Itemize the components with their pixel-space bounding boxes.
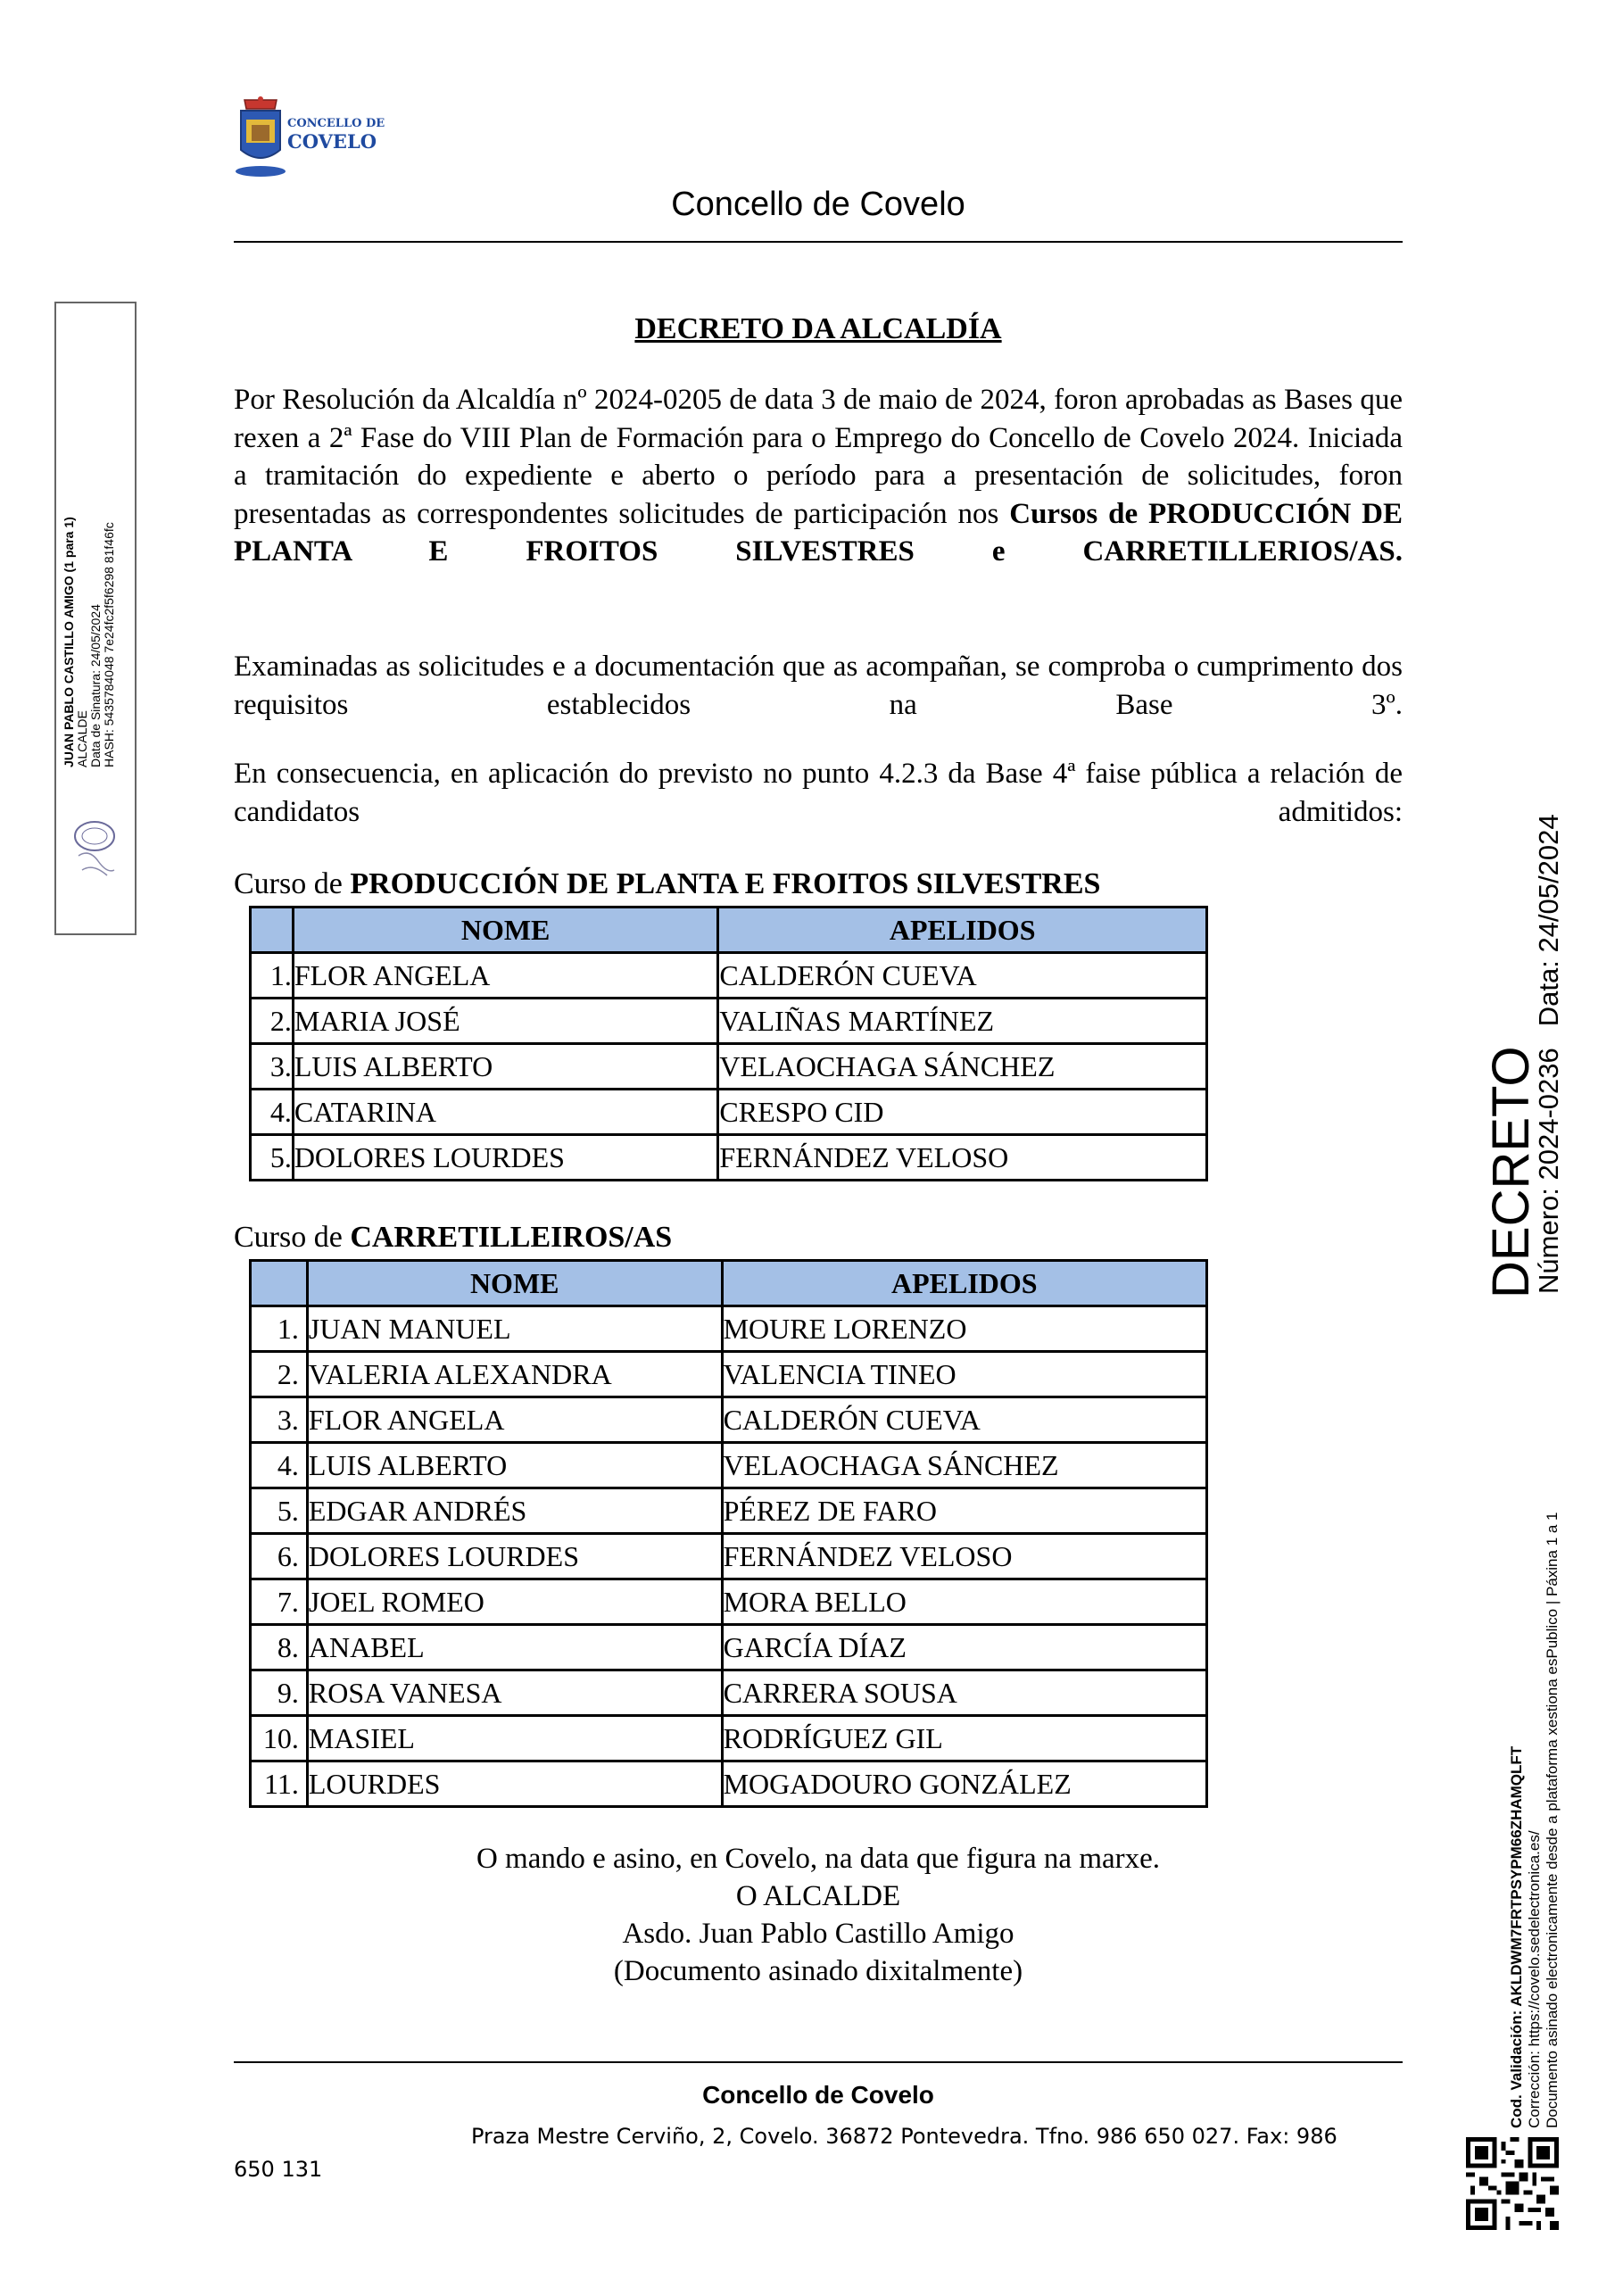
row-apelidos: MOGADOURO GONZÁLEZ (722, 1761, 1206, 1807)
course1-title (234, 867, 1100, 901)
header-apelidos: APELIDOS (718, 908, 1207, 953)
footer-title: Concello de Covelo (702, 2081, 934, 2109)
course1-table (249, 906, 1208, 1181)
row-apelidos: MOURE LORENZO (722, 1306, 1206, 1352)
row-apelidos: FERNÁNDEZ VELOSO (722, 1534, 1206, 1579)
table-header-row (251, 908, 1207, 953)
row-number: 8. (251, 1625, 308, 1670)
row-nome: ANABEL (307, 1625, 722, 1670)
document-title: DECRETO DA ALCALDÍA (634, 312, 1002, 345)
header-number (251, 908, 294, 953)
row-number: 5. (251, 1488, 308, 1534)
header-nome: NOME (307, 1261, 722, 1306)
paragraph-resolution-courses: Cursos de PRODUCCIÓN DE PLANTA E FROITOS SILVESTRES e CARRETILLERIOS/AS. (234, 497, 1404, 568)
row-nome: EDGAR ANDRÉS (307, 1488, 722, 1534)
row-number: 1. (251, 1306, 308, 1352)
table-row (251, 1397, 1207, 1443)
table-row (251, 1135, 1207, 1181)
course1-title-prefix: Curso de (234, 867, 351, 900)
row-apelidos: VALIÑAS MARTÍNEZ (718, 999, 1207, 1044)
coat-of-arms-icon (236, 96, 286, 177)
signature-line-3: Asdo. Juan Pablo Castillo Amigo (622, 1918, 1014, 1950)
row-apelidos: CARRERA SOUSA (722, 1670, 1206, 1716)
signature-line-2: O ALCALDE (735, 1880, 901, 1912)
decreto-meta (1533, 814, 1565, 1294)
header-apelidos: APELIDOS (722, 1261, 1206, 1306)
row-apelidos: VELAOCHAGA SÁNCHEZ (722, 1443, 1206, 1488)
row-nome: LOURDES (307, 1761, 722, 1807)
validation-code: Cod. Validación: AKLDWM7FRTPSYPM66ZHAMQLFT (1508, 1745, 1525, 2128)
validation-block (1508, 1512, 1561, 2128)
header-nome: NOME (293, 908, 718, 953)
row-apelidos: CRESPO CID (718, 1090, 1207, 1135)
row-nome: DOLORES LOURDES (293, 1135, 718, 1181)
validation-platform: Documento asinado electronicamente desde a plataforma xestiona esPublico | Páxina 1 a 1 (1544, 1512, 1561, 2128)
table-row (251, 1044, 1207, 1090)
row-apelidos: FERNÁNDEZ VELOSO (718, 1135, 1207, 1181)
table-row (251, 1306, 1207, 1352)
logo-line-2: COVELO (287, 130, 377, 153)
row-number: 4. (251, 1443, 308, 1488)
course2-table (249, 1259, 1208, 1808)
row-nome: LUIS ALBERTO (293, 1044, 718, 1090)
footer-address: Praza Mestre Cerviño, 2, Covelo. 36872 Pontevedra. Tfno. 986 650 027. Fax: 986 (471, 2124, 1337, 2149)
table-row (251, 999, 1207, 1044)
row-nome: JUAN MANUEL (307, 1306, 722, 1352)
row-number: 7. (251, 1579, 308, 1625)
decreto-date: Data: 24/05/2024 (1533, 814, 1564, 1027)
stamp-role: ALCALDE (75, 710, 89, 767)
paragraph-consequence: En consecuencia, en aplicación do previsto no punto 4.2.3 da Base 4ª faise pública a relación de candidatos admitidos: (234, 758, 1403, 828)
row-nome: FLOR ANGELA (307, 1397, 722, 1443)
paragraph-resolution (234, 381, 1403, 609)
row-apelidos: MORA BELLO (722, 1579, 1206, 1625)
paragraph-resolution-text: Por Resolución da Alcaldía nº 2024-0205 de data 3 de maio de 2024, foron aprobadas as Bases que rexen a 2ª Fase do VIII Plan de Formación para o Emprego do Concello de Covelo 2024. Iniciada a tramitación do expediente e aberto o período para a presentación de solicitudes, foron presentadas as correspondentes solicitudes de participación nos (234, 384, 1403, 530)
decreto-label: DECRETO (1482, 1046, 1540, 1298)
row-number: 3. (251, 1044, 294, 1090)
footer-address-continued: 650 131 (234, 2157, 323, 2182)
row-number: 5. (251, 1135, 294, 1181)
row-apelidos: VALENCIA TINEO (722, 1352, 1206, 1397)
row-apelidos: CALDERÓN CUEVA (722, 1397, 1206, 1443)
seal-icon (71, 816, 118, 881)
row-nome: DOLORES LOURDES (307, 1534, 722, 1579)
stamp-signer: JUAN PABLO CASTILLO AMIGO (1 para 1) (62, 517, 76, 767)
decreto-number: Número: 2024-0236 (1533, 1048, 1564, 1294)
header-divider (234, 241, 1403, 243)
row-nome: VALERIA ALEXANDRA (307, 1352, 722, 1397)
row-nome: FLOR ANGELA (293, 953, 718, 999)
row-nome: LUIS ALBERTO (307, 1443, 722, 1488)
row-nome: CATARINA (293, 1090, 718, 1135)
table-header-row (251, 1261, 1207, 1306)
footer-divider (234, 2061, 1403, 2063)
table-row (251, 1352, 1207, 1397)
table-row (251, 1488, 1207, 1534)
signature-block (234, 1840, 1403, 1990)
row-number: 6. (251, 1534, 308, 1579)
row-number: 1. (251, 953, 294, 999)
table-row (251, 1534, 1207, 1579)
table-row (251, 1761, 1207, 1807)
row-number: 2. (251, 999, 294, 1044)
header-title: Concello de Covelo (671, 186, 965, 223)
stamp-date: Data de Sinatura: 24/05/2024 (88, 604, 103, 767)
row-nome: MARIA JOSÉ (293, 999, 718, 1044)
row-apelidos: RODRÍGUEZ GIL (722, 1716, 1206, 1761)
course2-title-name: CARRETILLEIROS/AS (350, 1221, 673, 1254)
validation-url: Corrección: https://covelo.sedelectronica.es/ (1526, 1830, 1543, 2128)
table-row (251, 1443, 1207, 1488)
row-apelidos: GARCÍA DÍAZ (722, 1625, 1206, 1670)
course2-title-prefix: Curso de (234, 1221, 351, 1254)
table-row (251, 1579, 1207, 1625)
row-apelidos: VELAOCHAGA SÁNCHEZ (718, 1044, 1207, 1090)
row-number: 10. (251, 1716, 308, 1761)
row-apelidos: CALDERÓN CUEVA (718, 953, 1207, 999)
row-number: 2. (251, 1352, 308, 1397)
row-nome: JOEL ROMEO (307, 1579, 722, 1625)
row-number: 9. (251, 1670, 308, 1716)
table-row (251, 1716, 1207, 1761)
paragraph-examination: Examinadas as solicitudes e a documentación que as acompañan, se comproba o cumprimento dos requisitos establecidos na Base 3º. (234, 651, 1403, 721)
signature-stamp-text (62, 517, 116, 767)
signature-line-4: (Documento asinado dixitalmente) (613, 1955, 1023, 1987)
table-row (251, 953, 1207, 999)
stamp-hash: HASH: 5435784048 7e24fc2f5f6298 81f46fc (102, 522, 116, 767)
header-number (251, 1261, 308, 1306)
row-number: 3. (251, 1397, 308, 1443)
signature-line-1: O mando e asino, en Covelo, na data que figura na marxe. (476, 1843, 1161, 1875)
logo-line-1: CONCELLO DE (287, 117, 385, 130)
row-number: 11. (251, 1761, 308, 1807)
row-nome: ROSA VANESA (307, 1670, 722, 1716)
table-row (251, 1625, 1207, 1670)
course2-title (234, 1221, 672, 1255)
table-row (251, 1670, 1207, 1716)
table-row (251, 1090, 1207, 1135)
row-number: 4. (251, 1090, 294, 1135)
course1-title-name: PRODUCCIÓN DE PLANTA E FROITOS SILVESTRES (350, 867, 1101, 900)
row-nome: MASIEL (307, 1716, 722, 1761)
row-apelidos: PÉREZ DE FARO (722, 1488, 1206, 1534)
qr-code-icon (1466, 2137, 1559, 2230)
logo-text (287, 118, 385, 151)
